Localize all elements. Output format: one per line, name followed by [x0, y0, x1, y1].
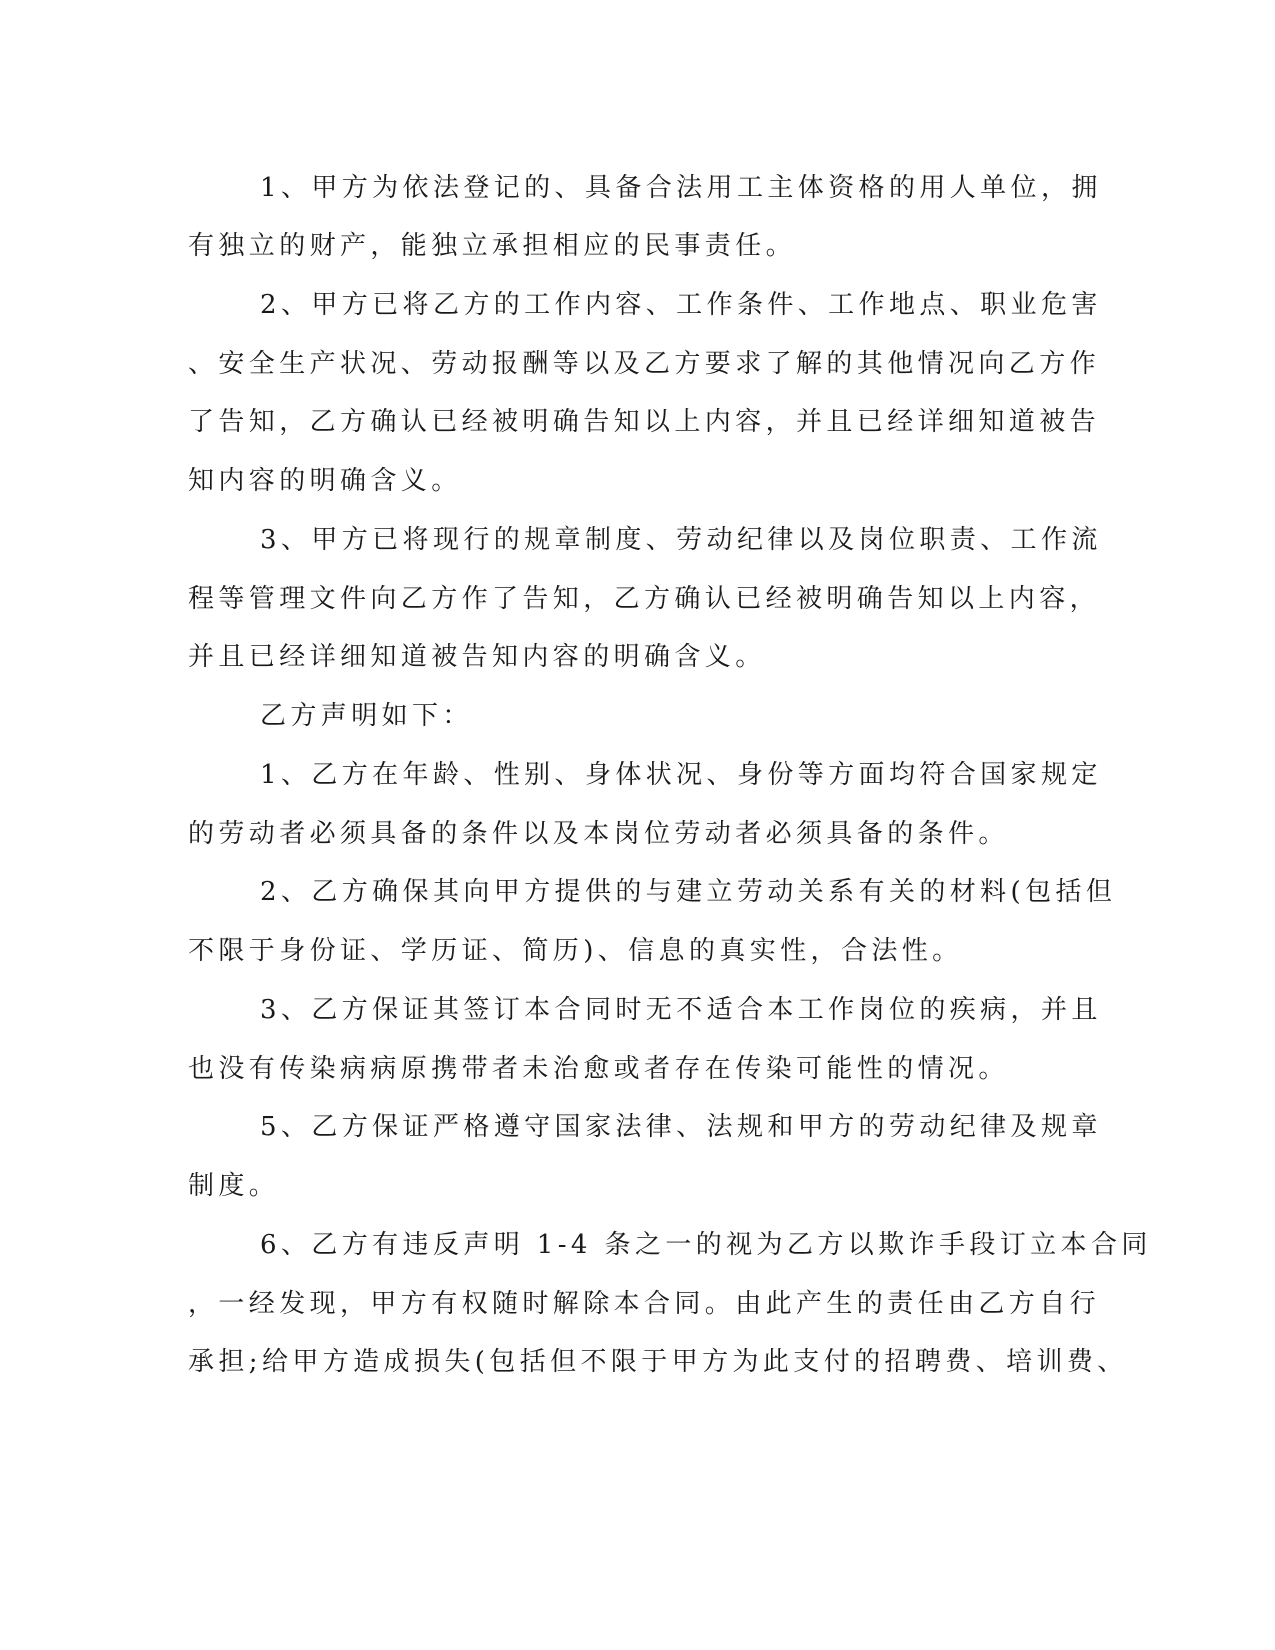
- paragraph-line: 1、乙方在年龄、性别、身体状况、身份等方面均符合国家规定: [260, 760, 1102, 790]
- paragraph-line: 6、乙方有违反声明 1-4 条之一的视为乙方以欺诈手段订立本合同: [260, 1230, 1152, 1260]
- paragraph-line: 了告知，乙方确认已经被明确告知以上内容，并且已经详细知道被告: [188, 407, 1101, 437]
- paragraph-line: 2、甲方已将乙方的工作内容、工作条件、工作地点、职业危害: [260, 290, 1102, 320]
- paragraph-line: 5、乙方保证严格遵守国家法律、法规和甲方的劳动纪律及规章: [260, 1112, 1102, 1142]
- paragraph-line: 2、乙方确保其向甲方提供的与建立劳动关系有关的材料(包括但: [260, 877, 1117, 907]
- paragraph-line: 并且已经详细知道被告知内容的明确含义。: [188, 642, 766, 672]
- section-heading: 乙方声明如下：: [260, 701, 473, 731]
- paragraph-line: 知内容的明确含义。: [188, 466, 462, 496]
- paragraph-line: 1、甲方为依法登记的、具备合法用工主体资格的用人单位，拥: [260, 173, 1102, 203]
- paragraph-line: ，一经发现，甲方有权随时解除本合同。由此产生的责任由乙方自行: [188, 1289, 1101, 1319]
- paragraph-line: 3、甲方已将现行的规章制度、劳动纪律以及岗位职责、工作流: [260, 525, 1102, 555]
- paragraph-line: 制度。: [188, 1171, 280, 1201]
- paragraph-line: 承担;给甲方造成损失(包括但不限于甲方为此支付的招聘费、培训费、: [188, 1347, 1128, 1377]
- paragraph-line: 也没有传染病病原携带者未治愈或者存在传染可能性的情况。: [188, 1054, 1009, 1084]
- paragraph-line: 3、乙方保证其签订本合同时无不适合本工作岗位的疾病，并且: [260, 995, 1102, 1025]
- paragraph-line: 、安全生产状况、劳动报酬等以及乙方要求了解的其他情况向乙方作: [188, 349, 1101, 379]
- paragraph-line: 程等管理文件向乙方作了告知，乙方确认已经被明确告知以上内容，: [188, 584, 1101, 614]
- paragraph-line: 的劳动者必须具备的条件以及本岗位劳动者必须具备的条件。: [188, 819, 1009, 849]
- paragraph-line: 有独立的财产，能独立承担相应的民事责任。: [188, 231, 797, 261]
- paragraph-line: 不限于身份证、学历证、简历)、信息的真实性，合法性。: [188, 936, 963, 966]
